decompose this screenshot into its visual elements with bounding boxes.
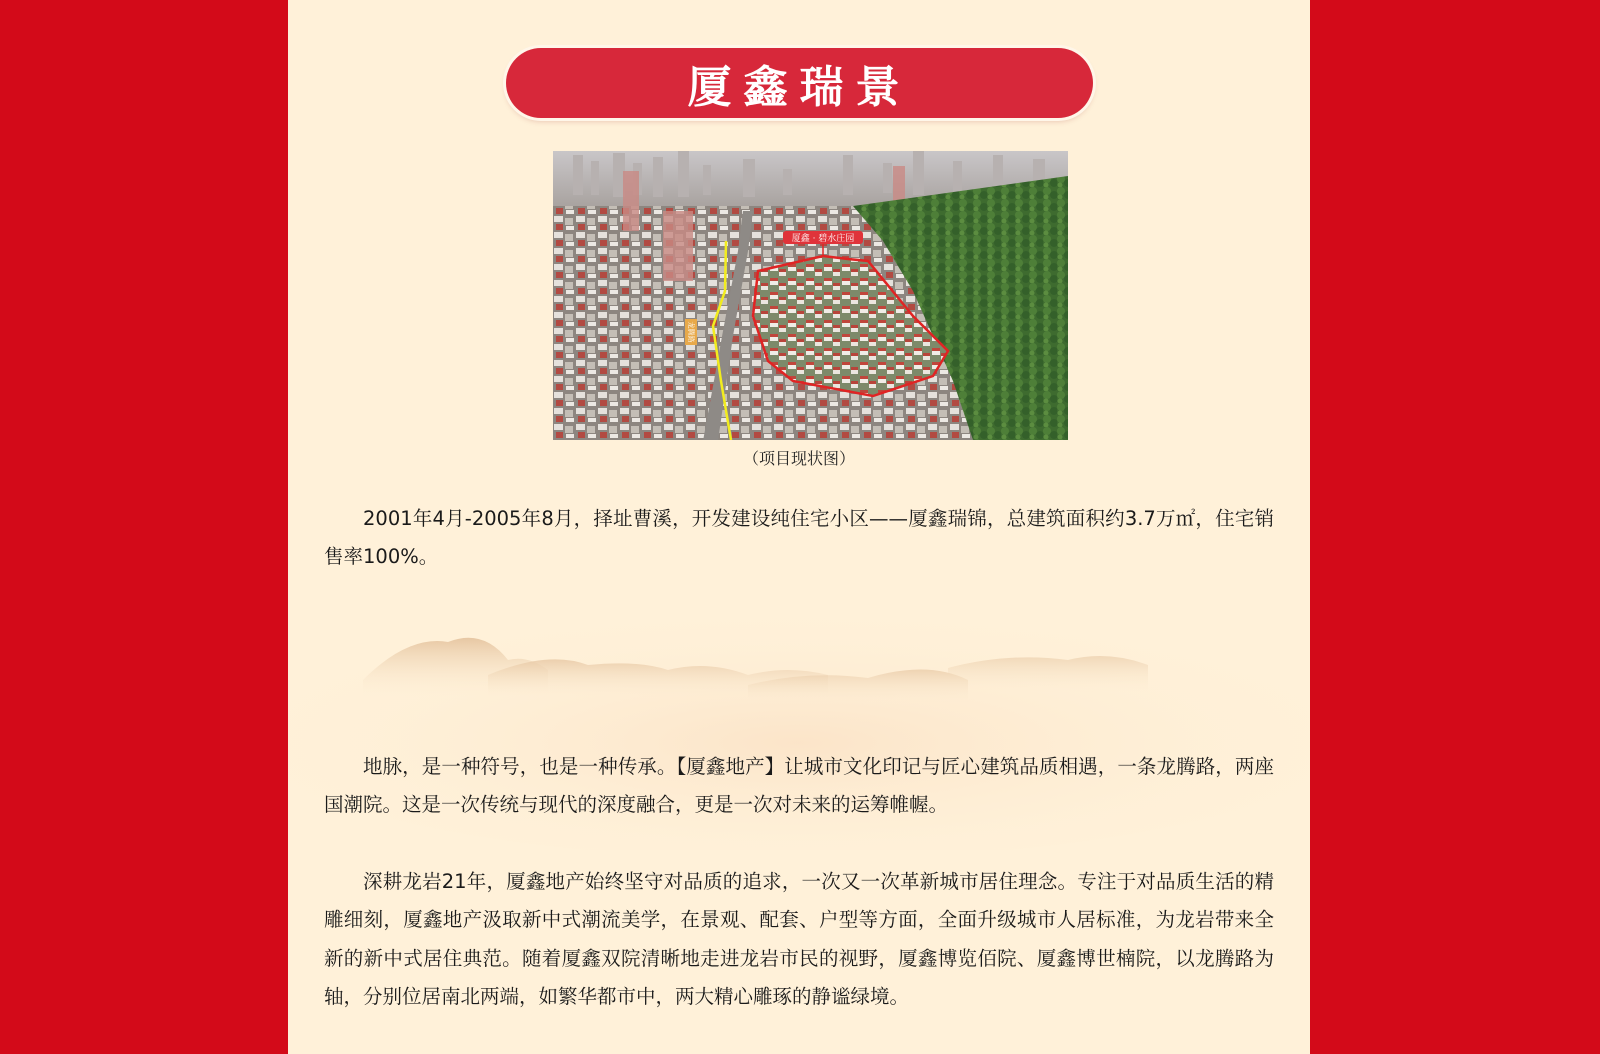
road-label: 龙腾路 [687,321,695,343]
paragraph-heritage: 地脉，是一种符号，也是一种传承。【厦鑫地产】让城市文化印记与匠心建筑品质相遇，一条龙腾路，两座国潮院。这是一次传统与现代的深度融合，更是一次对未来的运筹帷幄。 [324,754,1274,816]
project-label: 厦鑫 · 碧水庄园 [791,234,855,244]
paragraph-history: 2001年4月-2005年8月，择址曹溪，开发建设纯住宅小区——厦鑫瑞锦，总建筑面积约3.7万㎡，住宅销售率100%。 [324,506,1274,568]
project-aerial-photo [553,151,1068,440]
paragraph-development: 深耕龙岩21年，厦鑫地产始终坚守对品质的追求，一次又一次革新城市居住理念。专注于对品质生活的精雕细刻，厦鑫地产汲取新中式潮流美学，在景观、配套、户型等方面，全面升级城市人居标准，为龙岩带来全新的新中式居住典范。随着厦鑫双院清晰地走进龙岩市民的视野，厦鑫博览佰院、厦鑫博世楠院，以龙腾路为轴，分别位居南北两端，如繁华都市中，两大精心雕琢的静谧绿境。 [324,869,1274,1008]
title-banner [506,48,1093,118]
aerial-photo-illustration [553,151,1068,440]
content-panel [288,0,1310,1054]
page-title: 厦鑫瑞景 [687,62,912,113]
photo-caption: （项目现状图） [742,449,855,468]
